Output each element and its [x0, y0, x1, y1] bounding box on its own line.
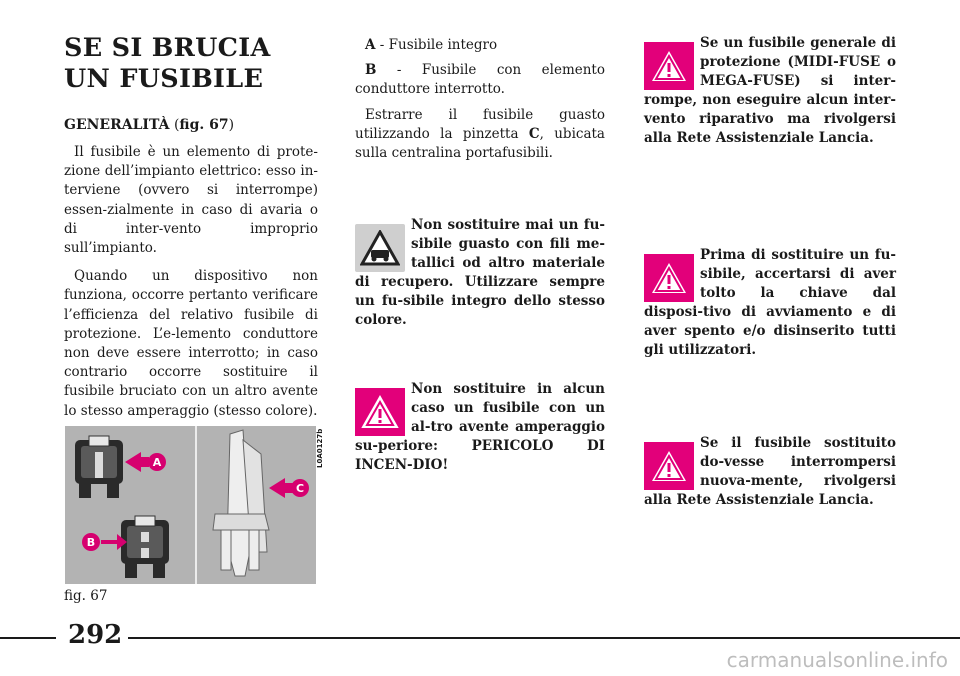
legend-b-text: - Fusibile con elemento conduttore interrotto.: [355, 62, 605, 98]
warning-block-midi-fuse: [644, 34, 896, 148]
warning-triangle-icon: [644, 254, 694, 302]
title-line-1: SE SI BRUCIA: [64, 33, 271, 63]
column-1-text: [64, 143, 318, 421]
subhead-paren-close: ): [228, 117, 235, 133]
warning-text-1: Non sostituire mai un fu-sibile guasto con fili me-tallici od altro materiale di recupero. Utilizzare sempre un fu-sibile integro dello stesso colore.: [355, 217, 605, 328]
figure-label-a: A: [152, 456, 162, 469]
car-pollution-icon: [355, 224, 405, 272]
subhead-paren-open: (: [169, 117, 180, 133]
legend-a-text: - Fusibile integro: [375, 37, 498, 53]
watermark: carmanualsonline.info: [726, 648, 948, 672]
figure-label-b: B: [86, 536, 96, 549]
warning-triangle-icon: [355, 388, 405, 436]
subhead-fig-ref: fig. 67: [179, 117, 229, 133]
fuse-illustration: [65, 426, 316, 584]
warning-text-3: Se un fusibile generale di protezione (MIDI-FUSE o MEGA-FUSE) si inter-rompe, non eseguire alcun inter-vento riparativo ma rivolgersi alla Rete Assistenziale Lancia.: [644, 35, 896, 146]
col1-paragraph-1: Il fusibile è un elemento di prote-zione dell’impianto elettrico: esso in-terviene (ovvero si interrompe) essen-zialmente in caso di avaria o di inter-vento improprio sull’impianto.: [64, 144, 318, 257]
warning-text-4: Prima di sostituire un fu-sibile, accertarsi di aver tolto la chiave dal disposi-tivo di avviamento e di aver spento e/o disinserito tutti gli utilizzatori.: [644, 247, 896, 358]
legend-b-key: B: [365, 62, 377, 79]
col2-p3-post: , ubicata sulla centralina portafusibili.: [355, 125, 605, 162]
page-title: [64, 33, 271, 95]
warning-block-repeat: [644, 434, 896, 510]
section-subhead: [64, 117, 234, 133]
page-number: 292: [68, 620, 123, 650]
warning-text-5: Se il fusibile sostituito do-vesse interrompersi nuova-mente, rivolgersi alla Rete Assistenziale Lancia.: [644, 435, 896, 508]
warning-text-2: Non sostituire in alcun caso un fusibile con un al-tro avente amperaggio su-periore: PERICOLO DI INCEN-DIO!: [355, 381, 605, 473]
warning-block-fire: [355, 380, 605, 475]
fuse-figure: [65, 426, 316, 584]
warning-triangle-icon: [644, 442, 694, 490]
footer-rule-right: [128, 637, 960, 639]
warning-block-key: [644, 246, 896, 360]
figure-label-c: C: [295, 482, 305, 495]
col1-paragraph-2: Quando un dispositivo non funziona, occorre pertanto verificare l’efficienza del relativo fusibile di protezione. L’e-lemento conduttore non deve essere interrotto; in caso contrario occorre sostituire il fusibile bruciato con un altro avente lo stesso amperaggio (stesso colore).: [64, 268, 318, 419]
col2-p3-pre: Estrarre il fusibile guasto utilizzando la pinzetta: [355, 106, 605, 142]
figure-caption: fig. 67: [64, 588, 108, 604]
footer-rule-left: [0, 637, 56, 639]
col2-p3-key: C: [528, 125, 540, 142]
column-2-text: [355, 36, 605, 163]
warning-triangle-icon: [644, 42, 694, 90]
legend-a-key: A: [365, 37, 376, 53]
figure-code: L0A0127b: [316, 428, 324, 468]
warning-block-env: [355, 216, 605, 330]
title-line-2: UN FUSIBILE: [64, 64, 264, 94]
subhead-label: GENERALITÀ: [64, 117, 170, 133]
